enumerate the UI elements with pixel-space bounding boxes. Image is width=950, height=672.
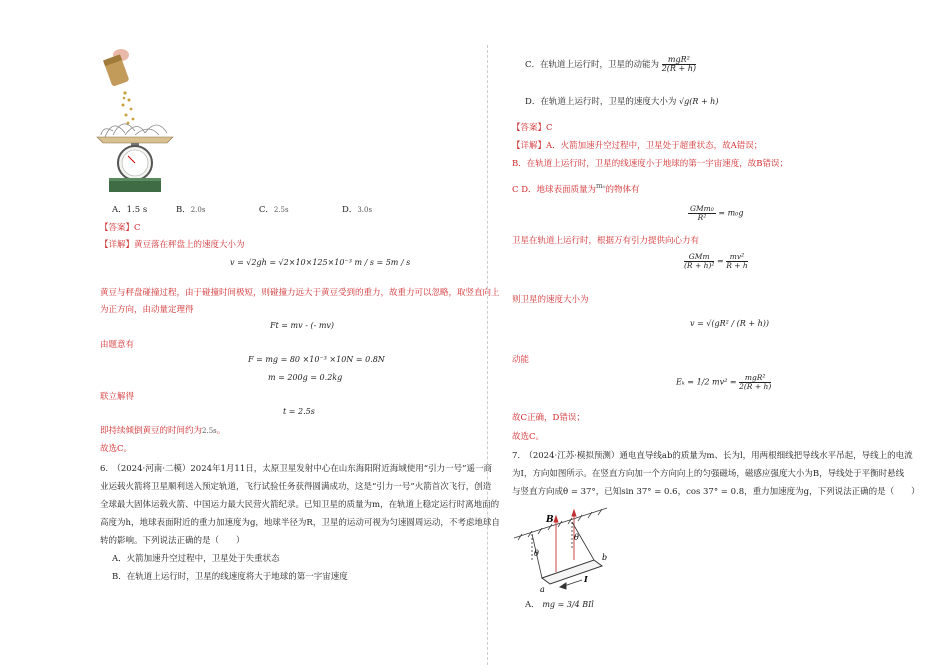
q5-detail-intro: 【详解】黄豆落在秤盘上的速度大小为 (100, 240, 245, 250)
scale-base-icon (109, 178, 161, 192)
q5-option-a[interactable]: A．1.5 s (112, 205, 148, 215)
q6-option-b[interactable]: B．在轨道上运行时，卫星的线速度将大于地球的第一宇宙速度 (112, 572, 348, 582)
q6-choose: 故选C。 (512, 432, 545, 442)
q6-detail-a: 【详解】A．火箭加速升空过程中，卫星处于超重状态，故A错误； (512, 141, 763, 151)
label-theta-1: θ (534, 549, 539, 558)
scale-illustration (95, 45, 175, 195)
label-theta-2: θ (574, 533, 579, 542)
speed-text: 则卫星的速度大小为 (512, 295, 589, 305)
equation-time: t = 2.5s (283, 407, 315, 416)
q6-c-fraction: $\frac{\text{mgR²}}{2(R + h)}$ (661, 55, 697, 73)
scale-dial-icon (118, 146, 152, 180)
q7-option-a[interactable]: A． mg = 3/4 BIl (525, 600, 594, 610)
q5-choose: 故选C。 (100, 444, 133, 454)
q6-answer: 【答案】C (512, 123, 553, 133)
equation-mass: m = 200g = 0.2kg (268, 373, 343, 382)
ceiling-hatch-icon (514, 508, 607, 540)
equation-gravitation: $\frac{\text{GMm}}{\text{(R + h)²}}$ = $\frac{\text{mv²}}{R + h}$ (684, 252, 748, 270)
q5-answer: 【答案】C (100, 223, 141, 233)
q7-stem-1: 7. （2024·江苏·模拟预测）通电直导线ab的质量为m、长为l，用两根细线把导线水平吊起，导线上的电流 (512, 451, 913, 461)
gravity-text: 卫星在轨道上运行时，根据万有引力提供向心力有 (512, 236, 700, 246)
q6-stem-5: 转的影响。下列说法正确的是（ ） (100, 536, 245, 546)
collision-text-1: 黄豆与秤盘碰撞过程，由于碰撞时间极短，则碰撞力远大于黄豆受到的重力，故重力可以忽略，取竖直向上 (100, 288, 500, 298)
q6-stem-4: 高度为h，地球表面附近的重力加速度为g，地球半径为R，卫星的运动可视为匀速圆周运动，不考虑地球自 (100, 518, 500, 528)
equation-gm0: $\frac{\text{GMm₀}}{\text{R²}}$ = m₀g (690, 204, 744, 222)
falling-beans-icon (122, 91, 135, 124)
q6-option-a[interactable]: A．火箭加速升空过程中，卫星处于失重状态 (112, 554, 280, 564)
hand-cup-icon (103, 49, 129, 87)
time-result: 即持续倾倒黄豆的时间约为2.5s。 (100, 426, 226, 436)
from-title: 由题意有 (100, 340, 135, 350)
ke-title: 动能 (512, 355, 530, 365)
label-b-field: B (546, 515, 554, 525)
q7-wire-diagram (512, 500, 622, 595)
q6-option-d[interactable]: D．在轨道上运行时，卫星的速度大小为 √g(R + h) (525, 97, 719, 107)
equation-force: F = mg = 80 ×10⁻³ ×10N = 0.8N (248, 355, 385, 364)
label-a: a (540, 585, 545, 594)
label-b: b (602, 553, 608, 562)
q6-stem-1: 6. （2024·河南·二模）2024年1月11日，太原卫星发射中心在山东海阳附近海域使用“引力一号”遥一商 (100, 464, 492, 474)
solve-title: 联立解得 (100, 392, 135, 402)
splash-lines-icon (101, 124, 167, 137)
q5-options: A．1.5 s B．2.0s C．2.5s D．3.0s (112, 205, 373, 215)
q6-detail-cd: C D．地球表面质量为$^{m_0}$的物体有 (512, 182, 640, 195)
equation-kinetic-energy: Eₖ = 1/2 mv² = $\frac{\text{mgR²}}{2(R + h)}$ (676, 373, 772, 391)
q6-option-c[interactable]: C．在轨道上运行时，卫星的动能为 $\frac{\text{mgR²}}{2(R + h)}$ (525, 55, 697, 73)
q5-option-b[interactable]: B． (175, 205, 191, 215)
equation-momentum: Ft = mv - (- mv) (270, 321, 335, 330)
column-divider (487, 45, 488, 665)
q7-stem-2: 为I，方向如图所示。在竖直方向加一个方向向上的匀强磁场，磁感应强度大小为B，导线处于平衡时悬线 (512, 469, 905, 479)
q6-detail-b: B．在轨道上运行时，卫星的线速度小于地球的第一宇宙速度，故B错误； (512, 159, 788, 169)
q7-stem-3: 与竖直方向成θ = 37°，已知sin 37° = 0.6，cos 37° = 0.8，重力加速度为g，下列说法正确的是（ ） (512, 487, 920, 497)
equation-velocity: v = √2gh = √2×10×125×10⁻³ m / s = 5m / s (230, 258, 411, 267)
current-arrow-icon (560, 580, 582, 589)
wire-ab-icon (542, 560, 602, 584)
collision-text-2: 为正方向，由动量定理得 (100, 305, 194, 315)
label-current: I (584, 574, 588, 584)
q5-option-c[interactable]: C． (258, 205, 274, 215)
equation-speed: v = √(gR² / (R + h)) (690, 319, 769, 328)
q6-stem-2: 业运载火箭将卫星顺利送入预定轨道，飞行试验任务获得圆满成功，这是“引力一号”火箭首次飞行，创造 (100, 482, 492, 492)
q5-option-d[interactable]: D． (341, 205, 358, 215)
q6-stem-3: 全球最大固体运载火箭、中国运力最大民营火箭纪录。已知卫星的质量为m，在轨道上稳定运行时离地面的 (100, 500, 500, 510)
c-correct: 故C正确，D错误； (512, 413, 585, 423)
